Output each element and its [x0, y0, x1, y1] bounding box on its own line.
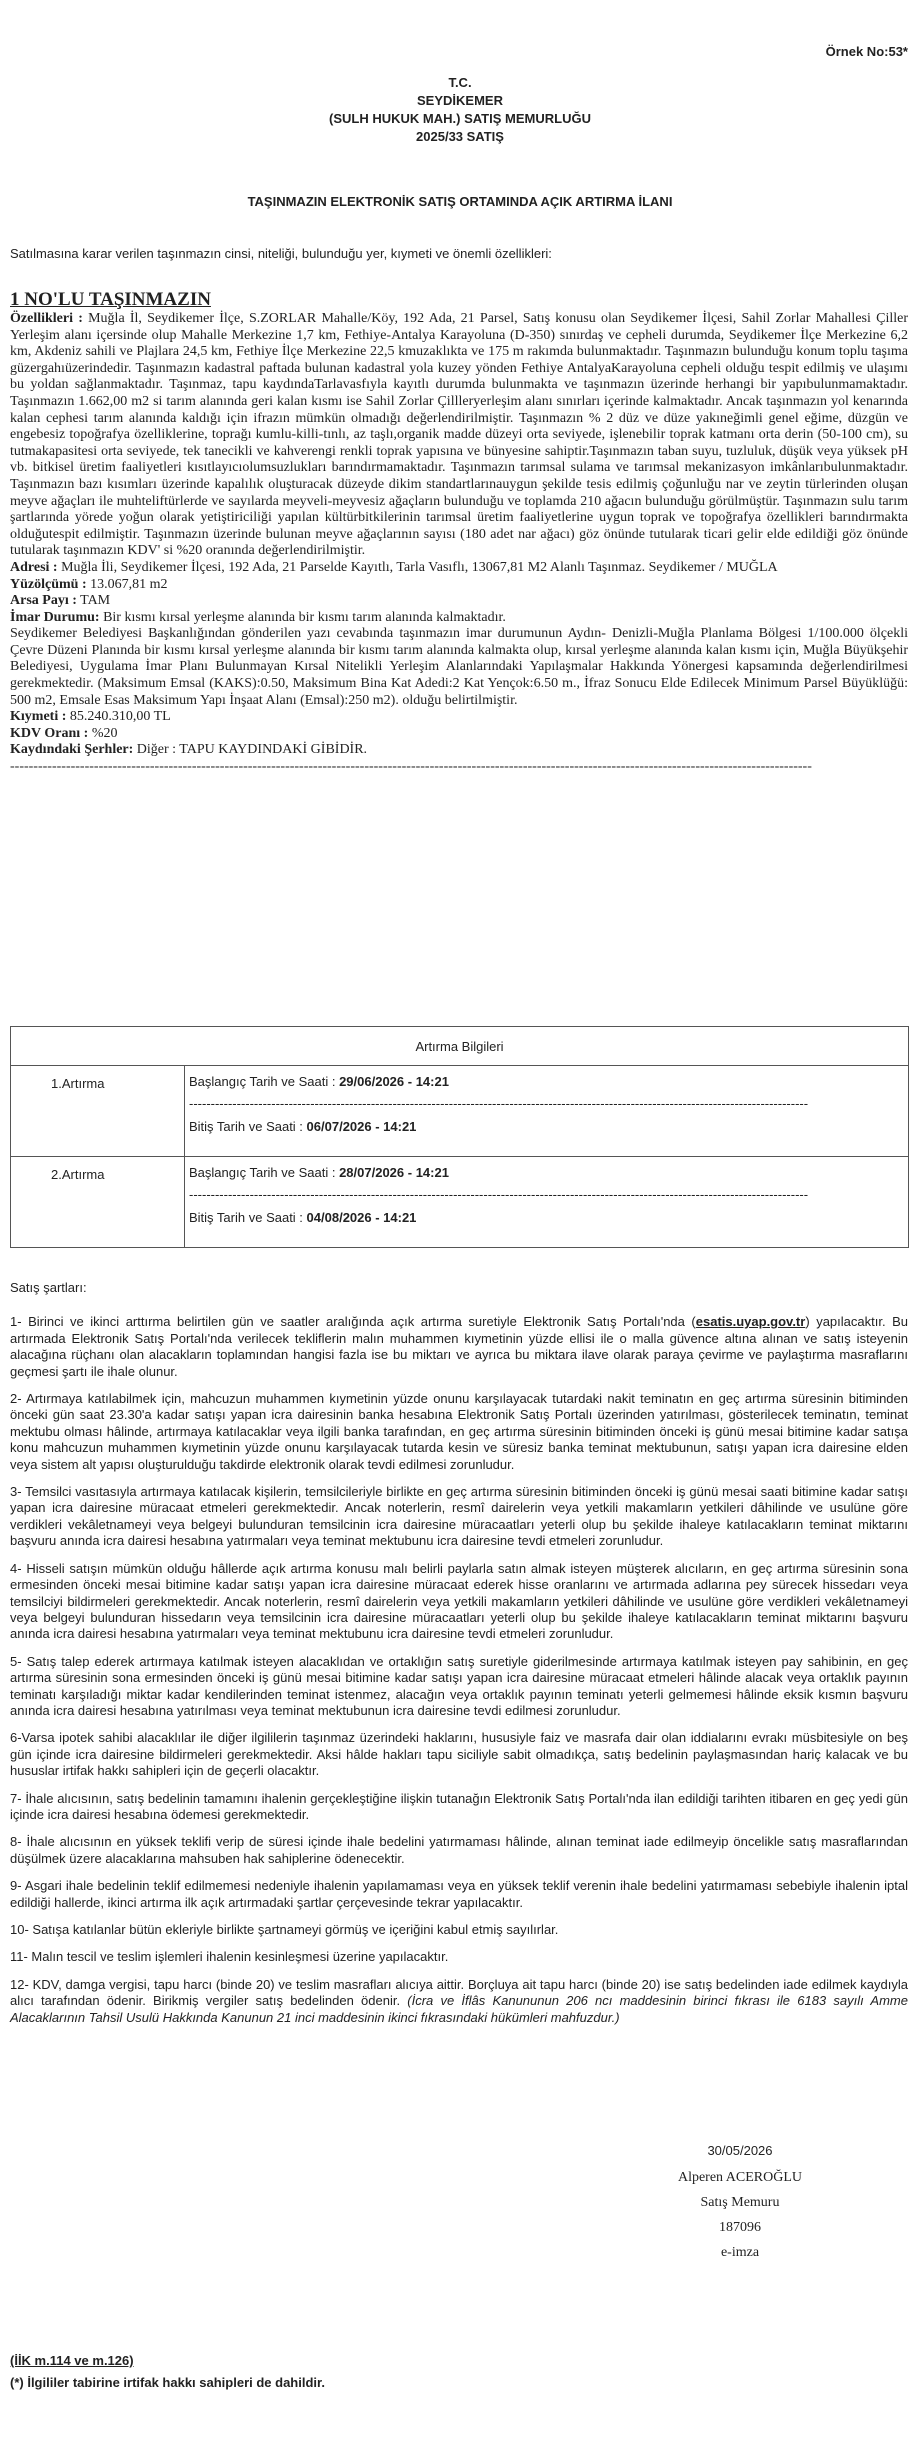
artirma-row-2 — [11, 1157, 909, 1248]
artirma-dates-1 — [185, 1066, 909, 1157]
imar-paragraph — [10, 610, 908, 627]
end-date-label-1: Bitiş Tarih ve Saati : — [189, 1119, 307, 1134]
tasinmaz-section — [10, 289, 908, 776]
sart-9: 9- Asgari ihale bedelinin teklif edilmemesi nedeniyle ihalenin yapılamaması veya en yüksek teklif verenin ihale bedelini yatırmaması sebebiyle ihalenin iptal edildiği hallerde, ikinci artırma ilk açık artırmadaki şartlar çerçevesinde tekrar yapılacaktır. — [10, 1878, 908, 1910]
sart-8: 8- İhale alıcısının en yüksek teklifi verip de süresi içinde ihale bedelini yatırmaması hâlinde, alınan teminat iade edilmeyip öncelikle satış masraflarından düşülmek üzere alacaklarına mahsuben hak sahiplerine ödenecektir. — [10, 1834, 908, 1866]
artirma-header: Artırma Bilgileri — [11, 1027, 909, 1066]
artirma-label-1: 1.Artırma — [11, 1066, 185, 1157]
date-divider-2: ----------------------------------------------------------------------------------------------------------------------------------------------- — [189, 1187, 809, 1202]
e-imza-label: e-imza — [720, 2245, 760, 2260]
kiymeti-label: Kıymeti : — [10, 709, 67, 725]
footer-notes — [10, 2350, 325, 2394]
artirma-table — [10, 1026, 909, 1248]
yuzolcumu-paragraph — [10, 577, 908, 594]
sart-6: 6-Varsa ipotek sahibi alacaklılar ile diğer ilgililerin taşınmaz üzerindeki haklarını, hususiyle faiz ve masrafa dair olan iddialarını evrakı müsbitesiyle on beş gün içinde icra dairesine bildirmeleri gerekmektedir. Aksi hâlde hakları tapu siciliyle sabit olmadıkça, satış bedelinin paylaşmasından hariç kalacak ve bu hususlar irtifak hakkı sahipleri için de geçerli olacaktır. — [10, 1730, 908, 1779]
footnote: (*) İlgililer tabirine irtifak hakkı sahipleri de dahildir. — [10, 2375, 325, 2390]
arsa-payi-paragraph — [10, 593, 908, 610]
signer-name: Alperen ACEROĞLU — [677, 2170, 803, 2185]
sart-1 — [10, 1314, 908, 1380]
serhler-text: Diğer : TAPU KAYDINDAKİ GİBİDİR. — [133, 742, 368, 758]
arsa-payi-value: TAM — [76, 593, 111, 609]
sart-2: 2- Artırmaya katılabilmek için, mahcuzun muhammen kıymetinin yüzde onunu karşılayacak tutardaki nakit teminatın en geç artırma süresinin bitiminden önceki gün saat 23.30'a kadar satışı yapan icra dairesinin banka hesabına Elektronik Satış Portalı üzerinden yatırılması, gösterilecek teminatın, teminat mektubu olması hâlinde, artırmaya katılacaklar veya ilgili banka tarafından, en geç artırma süresinin bitiminden önceki iş günü mesai bitimine kadar satışa konu mahcuzun muhammen kıymetinin yüzde onunu karşılayacak tutarda kesin ve süresiz banka teminat mektubunun, satışı yapan icra dairesine elden veya sistem alt yapısı oluşturulduğu takdirde elektronik olarak tevdi edilmesi zorunludur. — [10, 1391, 908, 1472]
imar-label: İmar Durumu: — [10, 609, 100, 625]
kdv-label: KDV Oranı : — [10, 725, 89, 741]
ornek-no: Örnek No:53* — [825, 44, 908, 59]
sart-1-text-b: ) yapılacaktır. Bu artırmada Elektronik Satış Portalı'nda verilecek tekliflerin malın muhammen kıymetinin yüzde ellisi ile o malla güvence altına alınan ve satış isteyenin alacağına rüçhanı olan alacakların toplamından hangisi fazla ise bu miktarı ve ayrıca bu miktara ilave olarak paraya çevirme ve paylaştırma masraflarını geçmesi şartı ile ihale olunur. — [10, 1314, 908, 1379]
sart-12 — [10, 1977, 908, 2026]
sart-12-italic: (İcra ve İflâs Kanununun 206 ncı maddesinin birinci fıkrası ile 6183 sayılı Amme Alacaklarının Tahsil Usulü Hakkında Kanunun 21 inci maddesinin ikinci fıkrasındaki hükümleri mahfuzdur.) — [10, 1993, 908, 2025]
start-date-label-2: Başlangıç Tarih ve Saati : — [189, 1165, 340, 1180]
signer-title: Satış Memuru — [700, 2195, 780, 2210]
sart-5: 5- Satış talep ederek artırmaya katılmak isteyen alacaklıdan ve ortaklığın satış suretiyle giderilmesinde artırmaya katılmak isteyen pay sahibinin, en geç artırma süresinin sona ermesinden önceki iş günü mesai bitimine kadar satışı yapan icra dairesine müracaat etmeleri hâlinde alacak veya ortaklık payının teminatı karşıladığı miktar kadar kendilerinden teminat istenmez, alacağın veya ortaklık payının teminatı yeterli gelmemesi hâlinde eksik kısmın başvuru anında icra dairesi hesabına yatırılması veya teminat mektubunun icra dairesine tevdi edilmesi zorunludur. — [10, 1653, 908, 1718]
artirma-dates-2 — [185, 1157, 909, 1248]
adres-label: Adresi : — [10, 559, 58, 575]
section-divider: ---------------------------------------------------------------------------------------------------------------------------------------------------------------------------- — [10, 759, 812, 775]
start-date-line-1 — [189, 1074, 908, 1089]
sart-7: 7- İhale alıcısının, satış bedelinin tamamını ihalenin gerçekleştiğine ilişkin tutanağın Elektronik Satış Portalı'nda ilan edildiği tarihten itibaren en geç yedi gün içinde icra dairesi hesabına ödemesi gerekmektedir. — [10, 1790, 908, 1822]
signature-block — [620, 2138, 860, 2265]
kiymeti-paragraph — [10, 709, 908, 726]
satis-sartlari-section — [10, 1280, 908, 2037]
start-date-label-1: Başlangıç Tarih ve Saati : — [189, 1074, 340, 1089]
ozellikler-text: Muğla İl, Seydikemer İlçe, S.ZORLAR Mahalle/Köy, 192 Ada, 21 Parsel, Satış konusu olan Seydikemer İlçesi, Sahil Zorlar Mahallesi Çiller Yerleşim alanı içersinde olup Mahalle Merkezine 1,7 km, Fethiye-Antalya Karayoluna (D-350) sınırdaş ve cepheli durumda, Seydikemer İlçe Merkezine 6,2 km, Akdeniz sahili ve Plajlara 24,5 km, Fethiye İlçe Merkezine 22,5 kmuzaklıkta ve 175 m rakımda bulunmaktadır. Taşınmazın bulunduğu konum toplu taşıma güzergahıüzerindedir. Taşınmazın kadastral paftada bulunan kadastral yola kuzey yönden Fethiye AntalyaKarayoluna cepheli olduğu tespit edilmiş ve ulaşımı bu yoldan sağlanmaktadır. Taşınmaz, tapu kaydındaTarlavasfıyla kayıtlı durumda bulunmakta ve taşınmazın üzerinde herhangi bir yapıbulunmamaktadır. Taşınmazın 1.662,00 m2 si tarım alanında geri kalan kısmı ise Sahil Zorlar Çillleryerleşim alanı sınırları içerinde kalmaktadır. Ancak taşınmazın yol kenarında kalan cephesi tarım alanında kaldığı için ifrazın mümkün olmadığı değerlendirilmiştir. Taşınmazın % 2 düz ve düze yakıneğimli genel eğime, düzgün ve engebesiz topoğrafya özelliklerine, toprağı kumlu-killi-tınlı, az taşlı,organik madde düzeyi orta seviyede, işlenebilir toprak katmanı orta derin (50-100 cm), su tutmakapasitesi orta seviyede, tek tanecikli ve kahverengi renkli toprak yapısına ve bünyesine sahiptir.Taşınmazın taban suyu, tuzluluk, düşük veya yüksek pH vb. bitkisel üretim faaliyetleri kısıtlayıcıolumsuzlukları barındırmamaktadır. Taşınmazın tarımsal sulama ve tarımsal mekanizasyon imkânlarıbulunmaktadır. Taşınmazın bazı kısımları üzerinde kapalılık oluşturacak düzeyde dikim standartlarınauygun şekilde tesis edilmiş çoğunluğu nar ve zeytin türlerinden oluşan meyve ağaçları ile muhteliftürlerde ve sayılarda meyveli-meyvesiz ağaçların bulunduğu ve toplamda 210 ağacın bulunduğu görülmüştür. Taşınmazın sulu tarım şartlarında yörede yoğun olarak yetiştiriciliği yapılan kültürbitkilerinin tarımsal üretim faaliyetlerine uygun toprak ve topoğrafya özellikleri barındırmakta olduğutespit edilmiştir. Taşınmazın üzerinde bulunan meyve ağaçlarının sayısı (180 adet nar ağacı) göz önünde tutularak ticari gelir elde edildiği göz önünde tutularak taşınmazın KDV' si %20 oranında değerlendirilmiştir. — [10, 311, 908, 559]
sartlar-title: Satış şartları: — [10, 1280, 87, 1295]
ozellikler-label: Özellikleri : — [10, 311, 83, 326]
intro-text: Satılmasına karar verilen taşınmazın cinsi, niteliği, bulunduğu yer, kıymeti ve önemli özellikleri: — [10, 246, 552, 261]
end-date-line-2 — [189, 1210, 908, 1225]
yuzolcumu-label: Yüzölçümü : — [10, 576, 87, 592]
start-date-1: 29/06/2026 - 14:21 — [339, 1074, 449, 1089]
kiymeti-value: 85.240.310,00 TL — [66, 709, 171, 725]
ozellikler-paragraph — [10, 311, 908, 560]
end-date-2: 04/08/2026 - 14:21 — [306, 1210, 417, 1225]
adres-text: Muğla İli, Seydikemer İlçesi, 192 Ada, 21 Parselde Kayıtlı, Tarla Vasıflı, 13067,81 M2 Alanlı Taşınmaz. Seydikemer / MUĞLA — [57, 559, 778, 575]
sart-12-text: 12- KDV, damga vergisi, tapu harcı (binde 20) ve teslim masrafları alıcıya aittir. Borçluya ait tapu harcı (binde 20) ise satış bedelinden iade edilmek kaydıyla alıcı tarafından ödenir. Birikmiş vergiler satış bedelinden ödenir. — [10, 1976, 908, 2009]
end-date-label-2: Bitiş Tarih ve Saati : — [189, 1210, 307, 1225]
header-seydikemer: SEYDİKEMER — [417, 93, 503, 108]
kdv-paragraph — [10, 726, 908, 743]
end-date-line-1 — [189, 1119, 908, 1134]
artirma-header-row — [11, 1027, 909, 1066]
yuzolcumu-value: 13.067,81 m2 — [86, 576, 168, 592]
imar-detay-paragraph: Seydikemer Belediyesi Başkanlığından gönderilen yazı cevabında taşınmazın imar durumunun Aydın- Denizli-Muğla Planlama Bölgesi 1/100.000 ölçekli Çevre Düzeni Planında bir kısmı kırsal yerleşme alanında bir kısmı tarım alanında kalmakta olup, kırsal yerleşme alanında kalan kısmı için, Muğla Büyükşehir Belediyesi, Uygulama İmar Planı Bulunmayan Kırsal Nitelikli Yerleşim Alanlarındaki Yapılaşmalar Hakkında Yönergesi kapsamında değerlendirilmesi gerekmektedir. (Maksimum Emsal (KAKS):0.50, Maksimum Bina Kat Adedi:2 Kat Yençok:6.50 m., İfraz Sonucu Elde Edilecek Minimum Parsel Büyüklüğü: 500 m2, Emsale Esas Maksimum Yapı İnşaat Alanı (Emsal):250 m2). olduğu belirtilmiştir. — [10, 626, 908, 708]
sart-11: 11- Malın tescil ve teslim işlemleri ihalenin kesinleşmesi üzerine yapılacaktır. — [10, 1949, 449, 1965]
end-date-1: 06/07/2026 - 14:21 — [306, 1119, 417, 1134]
header-tc: T.C. — [448, 75, 472, 90]
header-dosya-no: 2025/33 SATIŞ — [416, 129, 504, 144]
sart-10: 10- Satışa katılanlar bütün ekleriyle birlikte şartnameyi görmüş ve içeriğini kabul etmiş sayılırlar. — [10, 1922, 559, 1937]
esatis-link[interactable]: esatis.uyap.gov.tr — [695, 1314, 806, 1330]
date-divider-1: ----------------------------------------------------------------------------------------------------------------------------------------------- — [189, 1096, 809, 1111]
imar-text: Bir kısmı kırsal yerleşme alanında bir kısmı tarım alanında kalmaktadır. — [99, 609, 506, 625]
sart-4: 4- Hisseli satışın mümkün olduğu hâllerde açık artırma konusu malı belirli paylarla satın almak isteyen müşterek alıcıların, en geç artırma süresinin sona ermesinden önceki mesai bitimine kadar satışı yapan icra dairesine müracaat ederek hisse oranlarını ve artırmada adlarına pey sürecek hissedarı veya temsilciyi bildirmeleri gerekmektedir. Ancak noterlerin, resmî dairelerin veya yetkili makamların yetkileri dâhilinde ve usulüne göre verdikleri vekâletnameyi veya belgeyi bulunduran hissedarın veya temsilcinin icra dairesine müracaatları yeterli olup bu şekilde ihaleye katılacakların teminat miktarını başvuru anında icra dairesi hesabına yatırmaları veya teminat mektubunu icra dairesine tevdi etmeleri zorunludur. — [10, 1560, 908, 1642]
arsa-payi-label: Arsa Payı : — [10, 593, 77, 609]
kdv-value: %20 — [88, 725, 118, 741]
artirma-label-2: 2.Artırma — [11, 1157, 185, 1248]
tasinmaz-title: 1 NO'LU TAŞINMAZIN — [10, 289, 211, 310]
start-date-2: 28/07/2026 - 14:21 — [339, 1165, 449, 1180]
header-memurluk: (SULH HUKUK MAH.) SATIŞ MEMURLUĞU — [329, 111, 591, 126]
ilan-title: TAŞINMAZIN ELEKTRONİK SATIŞ ORTAMINDA AÇIK ARTIRMA İLANI — [247, 194, 673, 209]
signature-date: 30/05/2026 — [707, 2143, 773, 2158]
document-header — [0, 74, 920, 146]
serhler-paragraph — [10, 742, 908, 759]
start-date-line-2 — [189, 1165, 908, 1180]
sart-1-text-a: 1- Birinci ve ikinci arttırma belirtilen gün ve saatler aralığında açık artırma suretiyle Elektronik Satış Portalı'nda ( — [10, 1314, 696, 1330]
sart-3: 3- Temsilci vasıtasıyla artırmaya katılacak kişilerin, temsilcileriyle birlikte en geç artırma süresinin bitiminden önceki iş günü mesai saati bitimine kadar satışı yapan icra dairesine müracaat etmeleri gerekmektedir. Ancak noterlerin, resmî dairelerin veya yetkili makamların yetkileri dâhilinde ve usulüne göre verdikleri vekâletnameyi veya belgeyi bulunduran temsilcinin icra dairesine müracaatları yeterli olup bu şekilde ihaleye katılacakların teminat miktarını başvuru anında icra dairesi hesabına yatırmaları veya teminat mektubunu icra dairesine tevdi etmeleri zorunludur. — [10, 1484, 908, 1549]
artirma-row-1 — [11, 1066, 909, 1157]
serhler-label: Kaydındaki Şerhler: — [10, 742, 134, 758]
signer-sicil: 187096 — [719, 2220, 761, 2235]
adres-paragraph — [10, 560, 908, 577]
kanun-reference: (İİK m.114 ve m.126) — [10, 2353, 134, 2368]
